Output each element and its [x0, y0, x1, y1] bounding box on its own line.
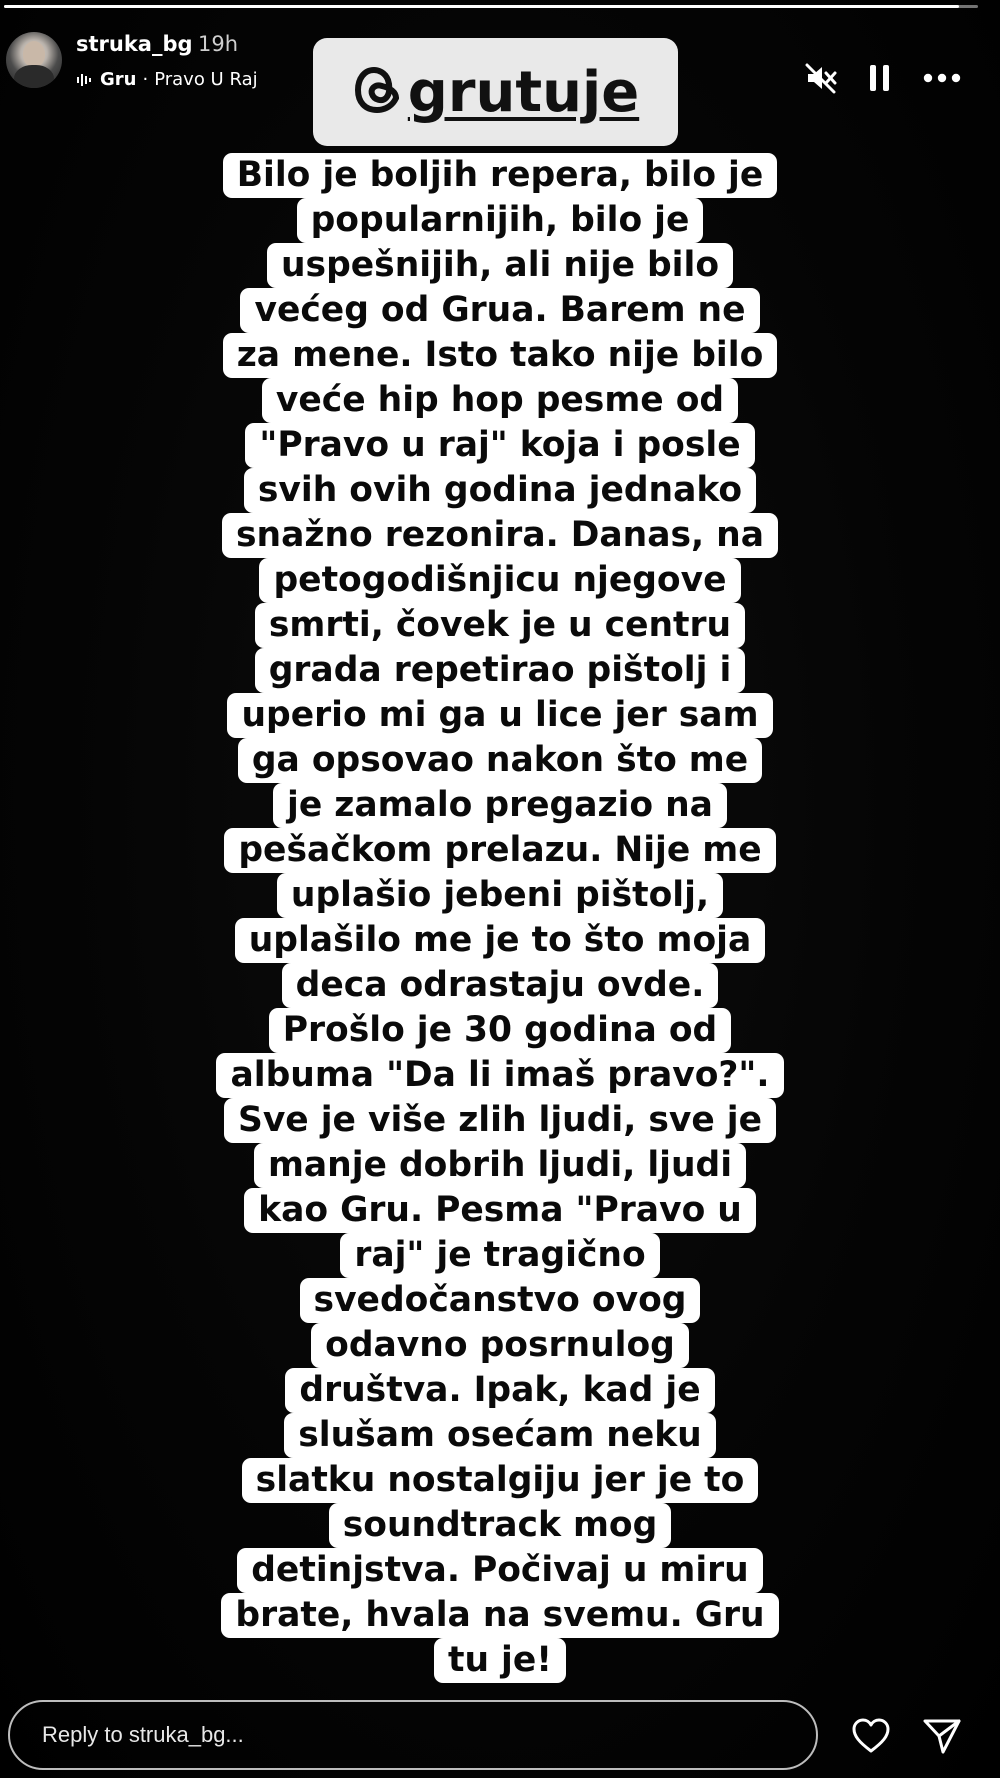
- caption-line: društva. Ipak, kad je: [285, 1368, 714, 1413]
- caption-line: raj" je tragično: [340, 1233, 659, 1278]
- avatar[interactable]: [6, 32, 62, 88]
- caption-line: "Pravo u raj" koja i posle: [245, 423, 754, 468]
- caption-line: brate, hvala na svemu. Gru: [221, 1593, 778, 1638]
- caption-line: ga opsovao nakon što me: [238, 738, 762, 783]
- send-icon: [922, 1717, 962, 1755]
- caption-line: većeg od Grua. Barem ne: [240, 288, 759, 333]
- caption-line: slušam osećam neku: [284, 1413, 716, 1458]
- caption-line: svedočanstvo ovog: [300, 1278, 701, 1323]
- caption-line: odavno posrnulog: [311, 1323, 689, 1368]
- mute-button[interactable]: [801, 58, 841, 98]
- caption-line: Sve je više zlih ljudi, sve je: [224, 1098, 776, 1143]
- story-progress-fill: [4, 5, 959, 8]
- caption-line: je zamalo pregazio na: [273, 783, 727, 828]
- caption-line: detinjstva. Počivaj u miru: [237, 1548, 763, 1593]
- mention-handle: grutuje: [407, 59, 640, 125]
- like-button[interactable]: [849, 1714, 893, 1758]
- more-button[interactable]: [922, 58, 962, 98]
- caption-line: deca odrastaju ovde.: [282, 963, 719, 1008]
- story-caption: [0, 153, 1000, 1683]
- story-progress-bar: [4, 5, 978, 8]
- pause-icon: [866, 63, 894, 93]
- caption-line: manje dobrih ljudi, ljudi: [254, 1143, 746, 1188]
- caption-line: soundtrack mog: [329, 1503, 672, 1548]
- music-separator: ·: [142, 69, 149, 90]
- caption-line: albuma "Da li imaš pravo?".: [216, 1053, 783, 1098]
- pause-button[interactable]: [860, 58, 900, 98]
- caption-line: svih ovih godina jednako: [244, 468, 756, 513]
- music-artist: Gru: [100, 69, 137, 90]
- caption-line: uplašio jebeni pištolj,: [277, 873, 723, 918]
- heart-icon: [851, 1718, 891, 1754]
- avatar-head-shape: [23, 41, 45, 67]
- mention-sticker[interactable]: [313, 38, 678, 146]
- caption-line: petogodišnjicu njegove: [259, 558, 740, 603]
- speaker-muted-icon: [805, 62, 837, 94]
- caption-line: grada repetirao pištolj i: [255, 648, 746, 693]
- more-horizontal-icon: [923, 73, 961, 83]
- caption-line: uspešnijih, ali nije bilo: [267, 243, 733, 288]
- caption-line: pešačkom prelazu. Nije me: [224, 828, 775, 873]
- username[interactable]: struka_bg: [76, 32, 193, 56]
- caption-line: slatku nostalgiju jer je to: [242, 1458, 759, 1503]
- story-footer: [0, 1696, 1000, 1778]
- caption-line: za mene. Isto tako nije bilo: [223, 333, 778, 378]
- caption-line: snažno rezonira. Danas, na: [222, 513, 778, 558]
- caption-line: smrti, čovek je u centru: [255, 603, 745, 648]
- story-header: [0, 18, 1000, 125]
- music-attribution[interactable]: [76, 69, 258, 90]
- avatar-torso-shape: [14, 65, 54, 88]
- reply-input[interactable]: [8, 1700, 818, 1770]
- caption-line: uplašilo me je to što moja: [235, 918, 766, 963]
- caption-line: veće hip hop pesme od: [262, 378, 738, 423]
- caption-line: kao Gru. Pesma "Pravo u: [244, 1188, 756, 1233]
- caption-line: popularnijih, bilo je: [297, 198, 704, 243]
- caption-line: Bilo je boljih repera, bilo je: [223, 153, 778, 198]
- caption-line: Prošlo je 30 godina od: [269, 1008, 732, 1053]
- caption-line: uperio mi ga u lice jer sam: [227, 693, 772, 738]
- music-song: Pravo U Raj: [154, 69, 258, 90]
- post-time: 19h: [198, 32, 239, 56]
- music-waveform-icon: [76, 72, 92, 88]
- threads-at-icon: [352, 62, 404, 118]
- share-button[interactable]: [920, 1714, 964, 1758]
- caption-line: tu je!: [434, 1638, 566, 1683]
